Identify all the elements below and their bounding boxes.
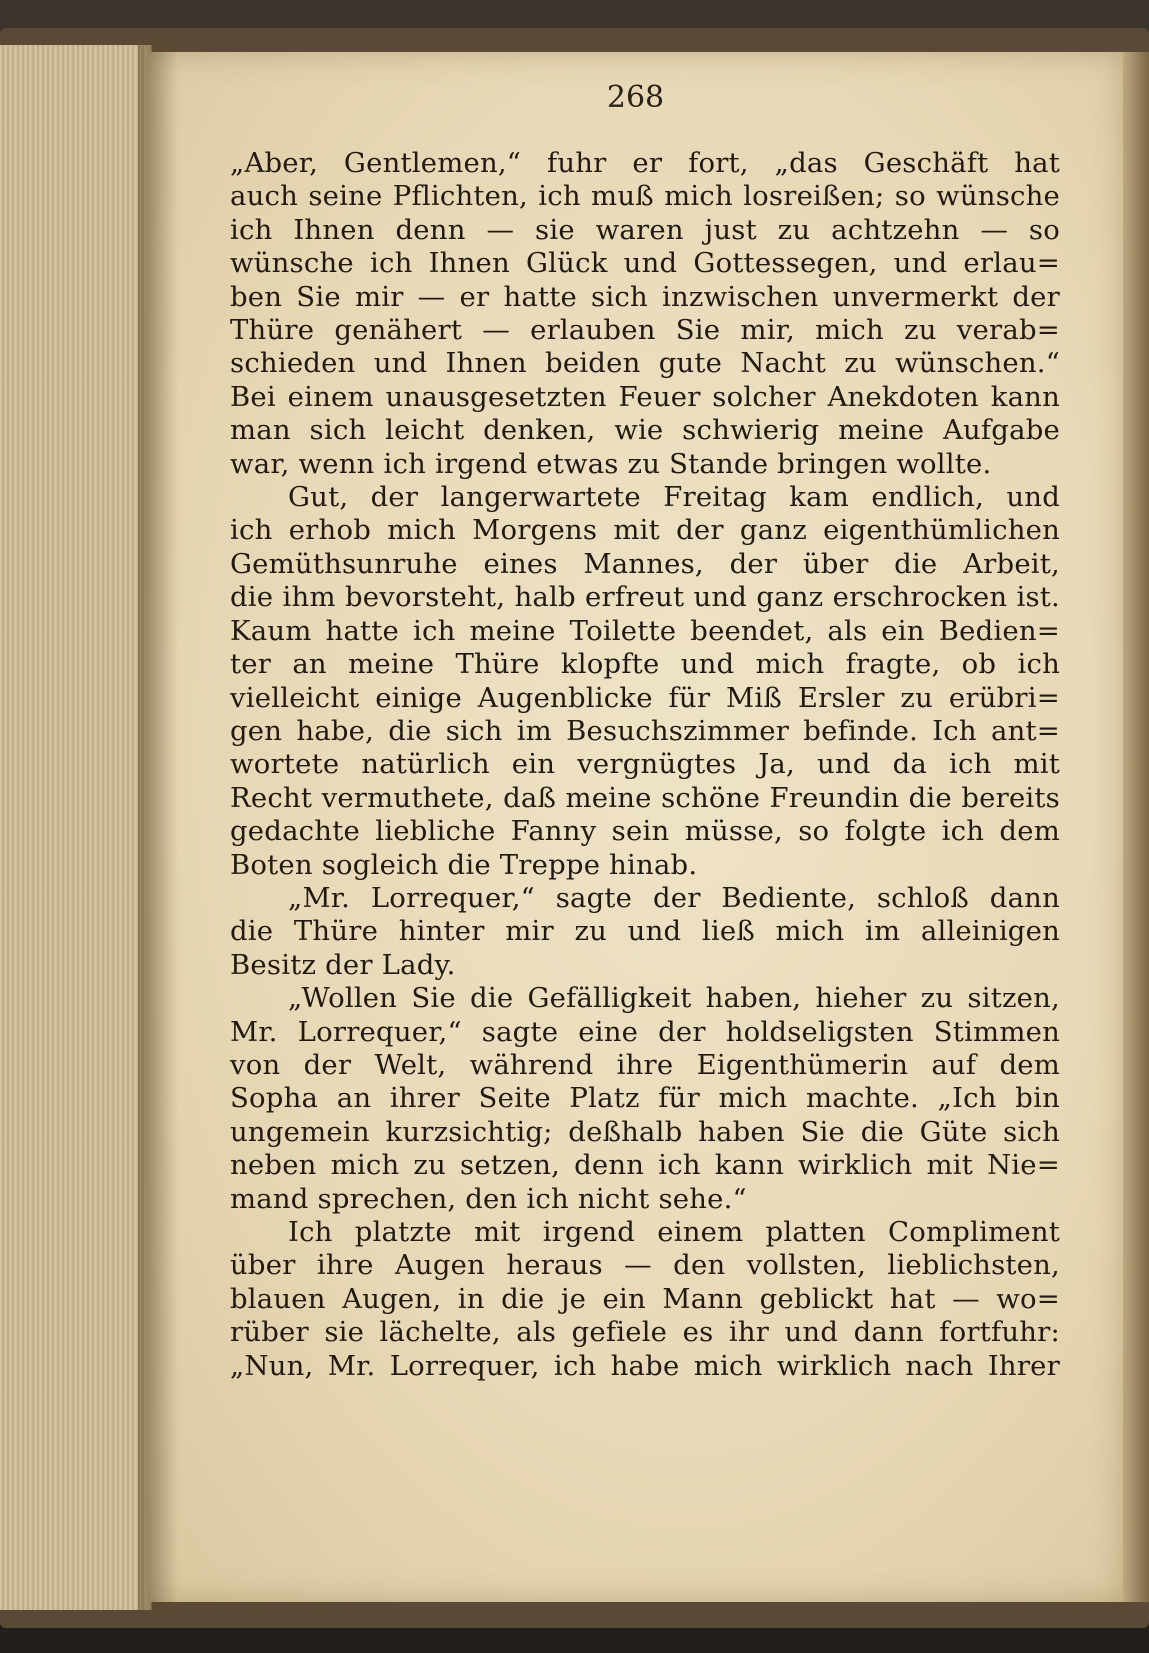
text-line: „Mr. Lorrequer,“ sagte der Bediente, schloß dann <box>288 881 1060 914</box>
text-line: über ihre Augen heraus — den vollsten, lieblichsten, <box>230 1249 1060 1282</box>
text-line: „Aber, Gentlemen,“ fuhr er fort, „das Geschäft hat <box>230 147 1060 179</box>
text-line: mand sprechen, den ich nicht sehe.“ <box>230 1182 747 1215</box>
text-line: Gemüthsunruhe eines Mannes, der über die Arbeit, <box>230 547 1060 580</box>
text-line: gen habe, die sich im Besuchszimmer befinde. Ich ant= <box>230 714 1060 747</box>
text-line: ich erhob mich Morgens mit der ganz eigenthümlichen <box>230 514 1060 547</box>
text-line: ter an meine Thüre klopfte und mich fragte, ob ich <box>230 648 1060 681</box>
text-line: die ihm bevorsteht, halb erfreut und ganz erschrocken ist. <box>230 581 1060 614</box>
text-line: ben Sie mir — er hatte sich inzwischen unvermerkt der <box>230 280 1060 313</box>
body-text <box>230 147 1060 1383</box>
text-line: neben mich zu setzen, denn ich kann wirklich mit Nie= <box>230 1149 1060 1182</box>
text-line: war, wenn ich irgend etwas zu Stande bringen wollte. <box>230 447 992 480</box>
spine-shadow <box>138 45 178 1610</box>
text-line: gedachte liebliche Fanny sein müsse, so folgte ich dem <box>230 815 1060 848</box>
text-line: Besitz der Lady. <box>230 948 456 981</box>
text-line: wortete natürlich ein vergnügtes Ja, und da ich mit <box>230 748 1060 781</box>
text-line: „Nun, Mr. Lorrequer, ich habe mich wirklich nach Ihrer <box>230 1349 1060 1382</box>
text-line: Ich platzte mit irgend einem platten Compliment <box>288 1216 1060 1248</box>
text-line: Boten sogleich die Treppe hinab. <box>230 848 698 881</box>
text-line: Thüre genähert — erlauben Sie mir, mich zu verab= <box>230 314 1060 347</box>
text-line: man sich leicht denken, wie schwierig meine Aufgabe <box>230 414 1060 447</box>
page-number: 268 <box>606 80 665 115</box>
text-line: wünsche ich Ihnen Glück und Gottessegen, und erlau= <box>230 247 1060 280</box>
text-line: ich Ihnen denn — sie waren just zu achtzehn — so <box>230 213 1060 246</box>
text-line: Sopha an ihrer Seite Platz für mich machte. „Ich bin <box>230 1082 1060 1115</box>
text-line: Mr. Lorrequer,“ sagte eine der holdseligsten Stimmen <box>230 1015 1060 1048</box>
text-line: „Wollen Sie die Gefälligkeit haben, hieher zu sitzen, <box>288 982 1060 1015</box>
text-line: Bei einem unausgesetzten Feuer solcher Anekdoten kann <box>230 380 1060 413</box>
text-line: die Thüre hinter mir zu und ließ mich im alleinigen <box>230 915 1060 948</box>
text-line: von der Welt, während ihre Eigenthümerin auf dem <box>230 1048 1060 1081</box>
text-line: rüber sie lächelte, als gefiele es ihr und dann fortfuhr: <box>230 1316 1060 1349</box>
text-line: schieden und Ihnen beiden gute Nacht zu wünschen.“ <box>230 347 1060 380</box>
text-line: Kaum hatte ich meine Toilette beendet, als ein Bedien= <box>230 614 1060 647</box>
page-edges-left <box>0 45 152 1610</box>
text-line: blauen Augen, in die je ein Mann geblickt hat — wo= <box>230 1282 1060 1315</box>
text-line: auch seine Pflichten, ich muß mich losreißen; so wünsche <box>230 180 1060 213</box>
text-line: vielleicht einige Augenblicke für Miß Ersler zu erübri= <box>230 681 1060 714</box>
text-line: Recht vermuthete, daß meine schöne Freundin die bereits <box>230 781 1060 814</box>
book-page <box>148 52 1123 1602</box>
text-line: Gut, der langerwartete Freitag kam endlich, und <box>288 481 1060 514</box>
text-line: ungemein kurzsichtig; deßhalb haben Sie die Güte sich <box>230 1115 1060 1148</box>
